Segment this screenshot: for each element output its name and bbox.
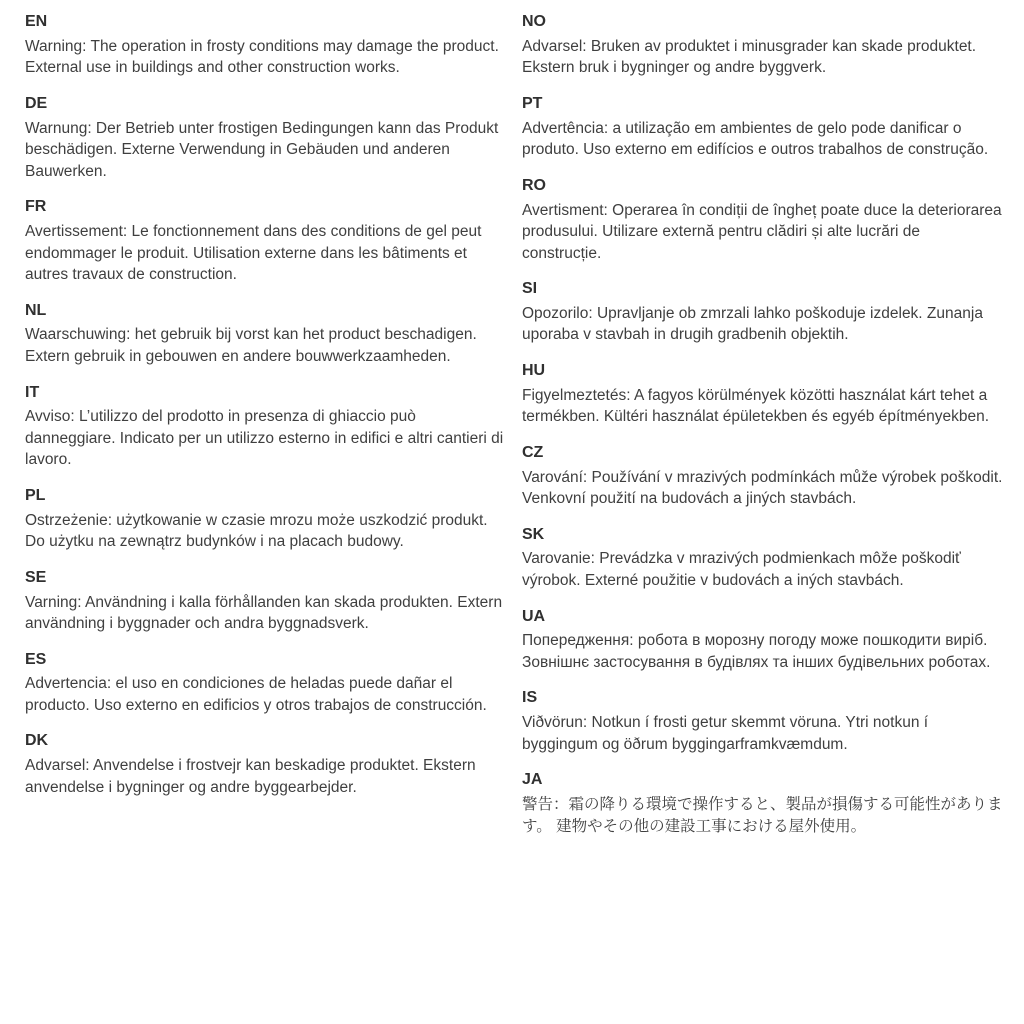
- language-section: [25, 301, 506, 368]
- language-section: [522, 279, 1003, 346]
- language-code: IS: [522, 689, 538, 707]
- language-section: [25, 568, 506, 635]
- language-code: ES: [25, 650, 47, 668]
- right-column: [522, 12, 1003, 852]
- warning-text: Avertisment: Operarea în condiții de îngheț poate duce la deteriorarea produsului. Utilizare externă pentru clădiri și alte lucrări de construcție.: [522, 201, 1002, 262]
- warning-text: 警告：霜の降りる環境で操作すると、製品が損傷する可能性があります。 建物やその他の建設工事における屋外使用。: [522, 796, 1003, 835]
- warning-text: Warning: The operation in frosty conditions may damage the product. External use in buildings and other construction works.: [25, 37, 499, 77]
- language-section: [522, 688, 1003, 755]
- warning-text: Waarschuwing: het gebruik bij vorst kan het product beschadigen. Extern gebruik in gebouwen en andere bouwwerkzaamheden.: [25, 326, 477, 365]
- left-column: [25, 12, 506, 852]
- language-section: [522, 607, 1003, 674]
- language-section: [522, 94, 1003, 161]
- language-section: [25, 486, 506, 553]
- language-code: EN: [25, 13, 48, 30]
- warning-text: Ostrzeżenie: użytkowanie w czasie mrozu może uszkodzić produkt. Do użytku na zewnątrz budynków i na placach budowy.: [25, 511, 488, 551]
- language-code: PL: [25, 486, 46, 504]
- language-section: [25, 383, 506, 471]
- language-code: SE: [25, 568, 47, 586]
- language-section: [522, 770, 1003, 837]
- language-code: IT: [25, 383, 40, 401]
- warning-text: Opozorilo: Upravljanje ob zmrzali lahko poškoduje izdelek. Zunanja uporaba v stavbah in drugih gradbenih objektih.: [522, 304, 983, 344]
- language-section: [25, 12, 506, 79]
- language-section: [522, 176, 1003, 264]
- language-code: FR: [25, 198, 47, 216]
- language-code: DK: [25, 732, 49, 750]
- warning-text: Varování: Používání v mrazivých podmínkách může výrobek poškodit. Venkovní použití na budovách a jiných stavbách.: [522, 468, 1003, 508]
- language-section: [522, 443, 1003, 510]
- warning-text: Попередження: робота в морозну погоду може пошкодити виріб. Зовнішнє застосування в будівлях та інших будівельних роботах.: [522, 632, 991, 671]
- language-section: [25, 94, 506, 182]
- warning-text: Advertência: a utilização em ambientes de gelo pode danificar o produto. Uso externo em edifícios e outros trabalhos de construção.: [522, 119, 989, 159]
- language-code: DE: [25, 94, 48, 112]
- warning-text: Avviso: L’utilizzo del prodotto in presenza di ghiaccio può danneggiare. Indicato per un utilizzo esterno in edifici e altri cantieri di lavoro.: [25, 408, 504, 469]
- language-code: NO: [522, 13, 546, 30]
- language-code: SI: [522, 280, 538, 298]
- warning-text: Varovanie: Prevádzka v mrazivých podmienkach môže poškodiť výrobok. Externé použitie v budovách a iných stavbách.: [522, 550, 961, 590]
- language-code: JA: [522, 771, 543, 789]
- warning-text: Warnung: Der Betrieb unter frostigen Bedingungen kann das Produkt beschädigen. Externe Verwendung in Gebäuden und anderen Bauwerken.: [25, 119, 499, 180]
- language-code: NL: [25, 301, 47, 319]
- language-code: PT: [522, 94, 543, 112]
- warning-text: Figyelmeztetés: A fagyos körülmények közötti használat kárt tehet a termékben. Kültéri használat épületekben és egyéb építményekben.: [522, 386, 990, 426]
- language-section: [25, 650, 506, 717]
- warning-text: Advarsel: Anvendelse i frostvejr kan beskadige produktet. Ekstern anvendelse i bygninger og andre byggearbejder.: [25, 757, 476, 796]
- language-section: [25, 197, 506, 285]
- warning-text: Advarsel: Bruken av produktet i minusgrader kan skade produktet. Ekstern bruk i bygninger og andre byggverk.: [522, 37, 977, 77]
- language-section: [522, 361, 1003, 428]
- language-code: HU: [522, 361, 546, 379]
- language-code: RO: [522, 176, 546, 194]
- language-code: UA: [522, 607, 546, 625]
- language-section: [25, 731, 506, 798]
- language-section: [522, 525, 1003, 592]
- warning-text: Advertencia: el uso en condiciones de heladas puede dañar el producto. Uso externo en edificios y otros trabajos de construcción.: [25, 675, 487, 714]
- warning-text: Varning: Användning i kalla förhållanden kan skada produkten. Extern användning i byggnader och andra byggnadsverk.: [25, 593, 503, 633]
- warning-text: Avertissement: Le fonctionnement dans des conditions de gel peut endommager le produit. Utilisation externe dans les bâtiments et autres travaux de construction.: [25, 223, 482, 284]
- language-code: SK: [522, 525, 545, 543]
- warning-text: Viðvörun: Notkun í frosti getur skemmt vöruna. Ytri notkun í byggingum og öðrum byggingarframkvæmdum.: [522, 714, 929, 753]
- language-code: CZ: [522, 443, 544, 461]
- language-section: [522, 12, 1003, 79]
